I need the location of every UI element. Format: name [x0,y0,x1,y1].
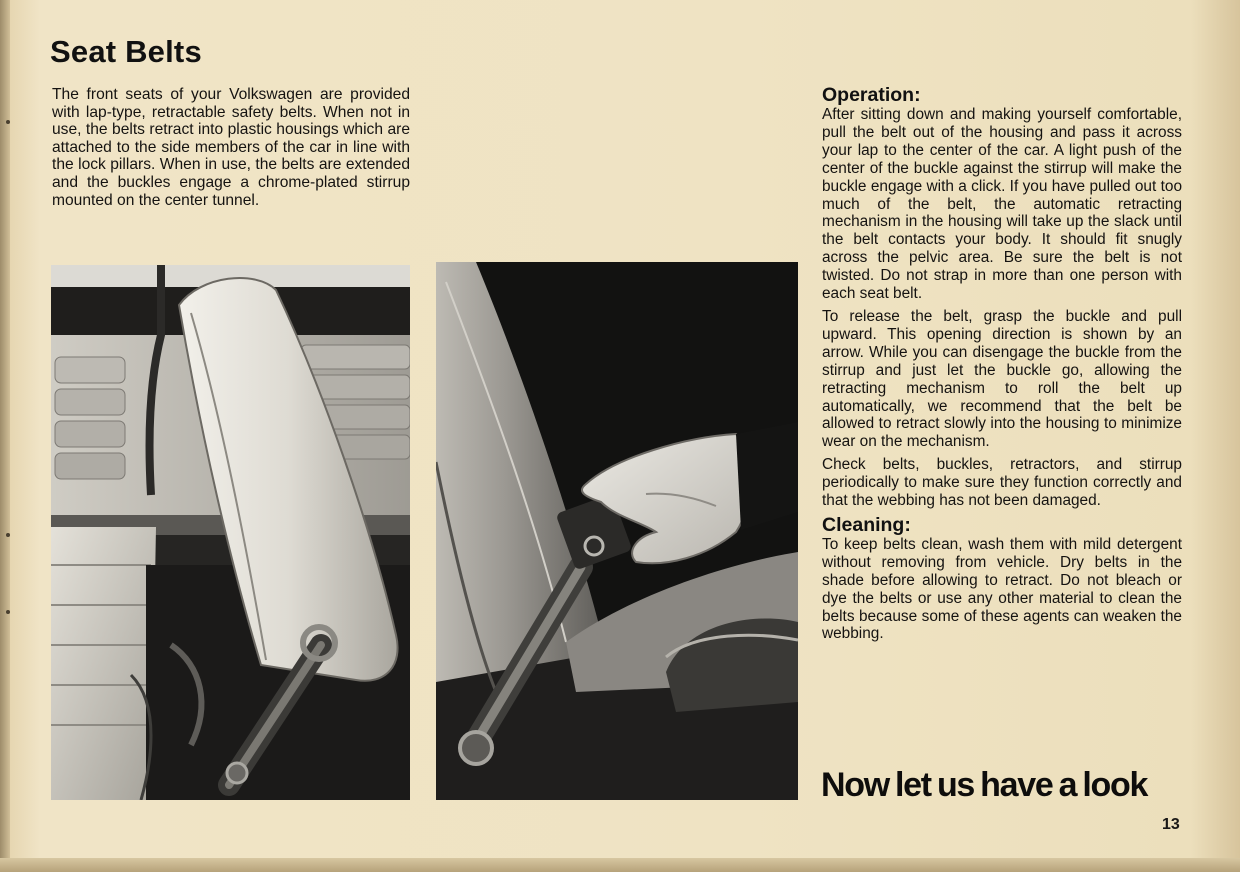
page-bottom-edge [0,858,1240,872]
check-paragraph: Check belts, buckles, retractors, and stirrup periodically to make sure they function correctly and that the webbing has not been damaged. [822,456,1182,510]
binding-mark [6,533,10,537]
binding-mark [6,610,10,614]
closing-headline: Now let us have a look [821,766,1148,804]
intro-paragraph: The front seats of your Volkswagen are provided with lap-type, retractable safety belts. When not in use, the belts retract into plastic housings which are attached to the side members of the car in line with the lock pillars. When in use, the belts are extended and the buckles engage a chrome-plated stirrup mounted on the center tunnel. [52,86,410,209]
page-number: 13 [1162,816,1180,833]
release-paragraph: To release the belt, grasp the buckle and pull upward. This opening direction is shown by an arrow. While you can disengage the buckle from the stirrup and just let the buckle go, allowing the retracting mechanism to roll the belt up automatically, we recommend that the belt be allowed to retract slowly into the housing to minimize wear on the mechanism. [822,307,1182,451]
right-column [822,84,1182,643]
operation-heading: Operation: [822,84,921,106]
page-title: Seat Belts [50,34,202,69]
operation-paragraph: After sitting down and making yourself comfortable, pull the belt out of the housing and pass it across your lap to the center of the car. A light push of the center of the buckle against the stirrup will make the buckle engage with a click. If you have pulled out too much of the belt, the automatic retracting mechanism in the housing will take up the slack until the belt contacts your body. It should fit snugly across the pelvic area. Be sure the belt is not twisted. Do not strap in more than one person with each seat belt. [822,106,1182,303]
cleaning-heading: Cleaning: [822,513,911,536]
buckle-engagement-photo [436,262,798,800]
seat-belt-stirrup-photo [51,265,410,800]
cleaning-paragraph: To keep belts clean, wash them with mild detergent without removing from vehicle. Dry belts in the shade before allowing to retract. Do not bleach or dye the belts or use any other material to clean the belts because some of these agents can weaken the webbing. [822,535,1182,643]
binding-mark [6,120,10,124]
book-spine-shadow [0,0,10,872]
